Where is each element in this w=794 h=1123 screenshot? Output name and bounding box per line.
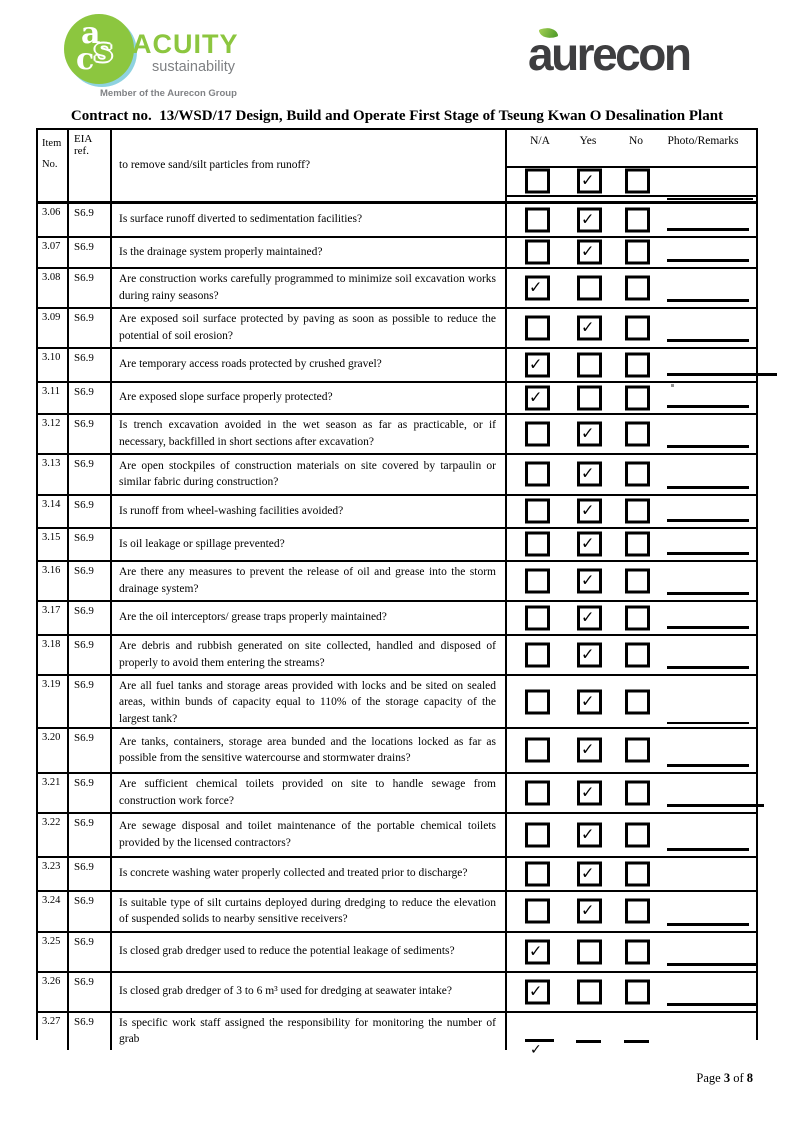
question-cell [112, 602, 507, 634]
continuation-question-text: to remove sand/silt particles from runoff? [119, 159, 311, 171]
remarks-line [667, 666, 749, 669]
check-mark: ✓ [529, 387, 543, 406]
acuity-membership-text: Member of the Aurecon Group [100, 88, 237, 99]
table-row [38, 856, 756, 890]
remarks-line [667, 1003, 757, 1006]
table-row [38, 634, 756, 674]
checkbox-yes [577, 979, 602, 1004]
checkbox-no [625, 738, 650, 763]
checkbox-na [525, 499, 550, 524]
item-no: 3.22 [38, 814, 69, 856]
answer-cell [507, 529, 756, 560]
question-text: Is runoff from wheel-washing facilities avoided? [119, 504, 344, 517]
remarks-line [667, 486, 749, 489]
checkbox-no [625, 462, 650, 487]
checkbox-na [525, 939, 550, 964]
checkbox-na [525, 979, 550, 1004]
answer-cell [507, 774, 756, 812]
checkbox-no [625, 642, 650, 667]
eia-ref: S6.9 [69, 892, 112, 931]
checkbox-na [525, 207, 550, 232]
checkbox-na [525, 315, 550, 340]
question-text: Are all fuel tanks and storage areas provided with locks and be sited on sealed areas, within bunds of capacity equal to 110% of the storage capacity of the largest tank? [119, 679, 496, 725]
checkbox-yes [577, 352, 602, 377]
question-cell [112, 814, 507, 856]
col-header-no: No [628, 135, 644, 147]
checkbox-na [525, 568, 550, 593]
eia-ref: S6.9 [69, 238, 112, 267]
eia-ref: S6.9 [69, 774, 112, 812]
check-mark: ✓ [581, 644, 595, 663]
item-no: 3.13 [38, 455, 69, 494]
checkbox-no [625, 385, 650, 410]
item-no: 3.12 [38, 415, 69, 453]
footer-of-label: of [733, 1071, 744, 1085]
question-cell [112, 204, 507, 236]
remarks-line [667, 923, 749, 926]
checkbox-no [625, 780, 650, 805]
check-mark: ✓ [529, 981, 543, 1000]
question-cell [112, 892, 507, 931]
item-no: 3.09 [38, 309, 69, 347]
checkbox-yes [577, 315, 602, 340]
checkbox-yes [577, 822, 602, 847]
answer-cell [507, 814, 756, 856]
remarks-line [667, 804, 764, 807]
checkbox-yes [577, 169, 602, 194]
remarks-line [667, 592, 749, 595]
checkbox-no [625, 899, 650, 924]
eia-ref: S6.9 [69, 349, 112, 381]
remarks-line [667, 848, 749, 851]
checkbox-yes [577, 499, 602, 524]
remarks-line [667, 299, 749, 302]
question-cell [112, 383, 507, 413]
question-text: Is specific work staff assigned the responsibility for monitoring the number of grab [119, 1016, 496, 1045]
question-cell [112, 973, 507, 1011]
question-text: Are tanks, containers, storage area bunded and the locations locked as far as possible from the sensitive watercourse and stormwater drains? [119, 735, 496, 764]
question-text: Are there any measures to prevent the release of oil and grease into the storm drainage system? [119, 566, 496, 595]
question-text: Is the drainage system properly maintained? [119, 245, 323, 258]
answer-cell [507, 1013, 756, 1050]
checkbox-yes [577, 780, 602, 805]
checkbox-na [525, 169, 550, 194]
table-row [38, 236, 756, 267]
question-cell [112, 774, 507, 812]
check-mark: ✓ [530, 1042, 542, 1058]
check-mark: ✓ [581, 900, 595, 920]
check-mark: ✓ [581, 463, 595, 483]
table-header [38, 130, 756, 204]
table-row [38, 971, 756, 1011]
check-mark: ✓ [581, 863, 595, 882]
aurecon-wordmark: aurecon [528, 28, 690, 80]
checkbox-no [625, 822, 650, 847]
item-no: 3.07 [38, 238, 69, 267]
footer-page-number: 3 [723, 1071, 731, 1085]
answer-cell [507, 204, 756, 236]
table-row [38, 812, 756, 856]
check-mark: ✓ [529, 277, 543, 296]
aurecon-logo [528, 24, 743, 82]
eia-ref: S6.9 [69, 676, 112, 730]
remarks-line [667, 626, 749, 629]
check-mark: ✓ [581, 423, 595, 442]
check-mark: ✓ [581, 782, 595, 801]
remarks-line [667, 259, 749, 262]
question-cell [112, 1013, 507, 1050]
question-cell [112, 933, 507, 971]
remarks-line [667, 405, 749, 408]
remarks-line [667, 198, 753, 201]
acuity-monogram-c: c [76, 42, 95, 77]
acuity-monogram-s: s [94, 30, 113, 69]
answer-cell [507, 636, 756, 674]
eia-ref: S6.9 [69, 529, 112, 560]
checkbox-no [625, 421, 650, 446]
table-body [38, 204, 756, 1045]
check-mark: ✓ [581, 209, 595, 228]
checkbox-yes [577, 462, 602, 487]
answer-cell [507, 973, 756, 1011]
table-row [38, 453, 756, 494]
answer-cell [507, 415, 756, 453]
footer-page-label: Page [696, 1071, 721, 1085]
table-row [38, 381, 756, 413]
checkbox-no [625, 568, 650, 593]
question-text: Are temporary access roads protected by crushed gravel? [119, 358, 382, 371]
remarks-line [667, 339, 749, 342]
check-mark: ✓ [581, 824, 595, 843]
checkbox-yes [577, 690, 602, 715]
table-row [38, 931, 756, 971]
question-cell [112, 455, 507, 494]
item-no: 3.26 [38, 973, 69, 1011]
table-row [38, 890, 756, 931]
checkbox-yes [577, 861, 602, 886]
checkbox-na [525, 240, 550, 265]
answer-cell [507, 238, 756, 267]
checkbox-yes [577, 421, 602, 446]
item-no: 3.25 [38, 933, 69, 971]
check-mark: ✓ [581, 170, 595, 190]
checkbox-no [625, 605, 650, 630]
eia-ref: S6.9 [69, 933, 112, 971]
item-no: 3.27 [38, 1013, 69, 1050]
check-mark: ✓ [529, 941, 543, 960]
answer-cell [507, 269, 756, 307]
checkbox-no [625, 352, 650, 377]
table-row [38, 772, 756, 812]
checkbox-na [525, 462, 550, 487]
question-text: Are exposed slope surface properly protected? [119, 391, 333, 404]
check-mark: ✓ [581, 691, 595, 711]
checkbox-na [525, 822, 550, 847]
question-cell [112, 269, 507, 307]
eia-ref: S6.9 [69, 309, 112, 347]
check-mark: ✓ [529, 354, 543, 373]
answer-cell [507, 383, 756, 413]
question-text: Is concrete washing water properly collected and treated prior to discharge? [119, 867, 468, 880]
question-text: Is closed grab dredger of 3 to 6 m³ used for dredging at seawater intake? [119, 985, 452, 998]
checkbox-no [625, 939, 650, 964]
checkbox-na [525, 861, 550, 886]
remarks-line [667, 228, 749, 231]
col-header-na: N/A [530, 135, 550, 147]
checkbox-no [625, 532, 650, 557]
remarks-line [667, 963, 757, 966]
check-mark: ✓ [581, 317, 595, 336]
eia-ref: S6.9 [69, 973, 112, 1011]
table-row [38, 494, 756, 527]
question-cell [112, 676, 507, 730]
answer-cell [507, 562, 756, 600]
question-cell [112, 309, 507, 347]
check-mark: ✓ [581, 570, 595, 589]
eia-ref: S6.9 [69, 1013, 112, 1050]
table-row [38, 267, 756, 307]
question-text: Are the oil interceptors/ grease traps properly maintained? [119, 611, 387, 624]
cont-answer-cell [507, 168, 756, 194]
remarks-line [667, 519, 749, 522]
checklist-table [36, 128, 758, 1045]
checkbox-yes [577, 532, 602, 557]
item-no: 3.17 [38, 602, 69, 634]
item-no: 3.08 [38, 269, 69, 307]
eia-ref: S6.9 [69, 858, 112, 890]
item-no: 3.24 [38, 892, 69, 931]
question-cell [112, 496, 507, 527]
checkbox-no [625, 275, 650, 300]
checkbox-no [625, 315, 650, 340]
check-mark: ✓ [581, 241, 595, 261]
checkbox-yes [577, 899, 602, 924]
answer-cell [507, 349, 756, 381]
eia-ref: S6.9 [69, 455, 112, 494]
check-mark: ✓ [581, 500, 595, 520]
item-no: 3.18 [38, 636, 69, 674]
answer-cell [507, 892, 756, 931]
checkbox-yes [577, 605, 602, 630]
checkbox-no [625, 861, 650, 886]
table-row [38, 307, 756, 347]
question-text: Is surface runoff diverted to sedimentation facilities? [119, 213, 363, 226]
item-no: 3.16 [38, 562, 69, 600]
col-header-yes: Yes [579, 135, 597, 147]
item-no: 3.21 [38, 774, 69, 812]
answer-cell [507, 309, 756, 347]
col-header-item: Item No. [38, 130, 69, 201]
eia-ref: S6.9 [69, 729, 112, 772]
eia-ref: S6.9 [69, 269, 112, 307]
question-text: Are debris and rubbish generated on site collected, handled and disposed of properly to avoid them entering the streams? [119, 640, 496, 669]
answer-cell [507, 602, 756, 634]
col-header-ref: EIA ref. [69, 130, 112, 201]
question-text: Are sufficient chemical toilets provided on site to handle sewage from construction work force? [119, 778, 496, 807]
eia-ref: S6.9 [69, 814, 112, 856]
remarks-line [667, 373, 777, 376]
question-cell [112, 562, 507, 600]
table-row [38, 204, 756, 236]
eia-ref: S6.9 [69, 204, 112, 236]
checkbox-yes [577, 207, 602, 232]
acuity-wordmark: ACUITY [132, 29, 239, 59]
checkbox-yes [577, 240, 602, 265]
table-row [38, 674, 756, 727]
question-text: Is suitable type of silt curtains deployed during dredging to reduce the elevation of suspended solids to nearby sensitive receivers? [119, 896, 496, 925]
question-cell [112, 636, 507, 674]
item-no: 3.23 [38, 858, 69, 890]
acuity-logo [64, 12, 324, 104]
question-text: Is oil leakage or spillage prevented? [119, 537, 285, 550]
table-row [38, 527, 756, 560]
question-text: Are exposed soil surface protected by paving as soon as possible to reduce the potential of soil erosion? [119, 313, 496, 342]
remarks-line [667, 764, 749, 767]
question-cell [112, 415, 507, 453]
contract-title: Contract no. 13/WSD/17 Design, Build and Operate First Stage of Tseung Kwan O Desalination Plant [70, 108, 724, 124]
checkbox-yes [577, 385, 602, 410]
answer-cell [507, 455, 756, 494]
checkbox-na [525, 275, 550, 300]
acuity-tagline: sustainability [152, 59, 236, 75]
table-row [38, 1011, 756, 1045]
checkbox-yes [577, 939, 602, 964]
remarks-line [667, 552, 749, 555]
checkbox-na [525, 690, 550, 715]
scan-double-line [507, 195, 756, 197]
checkbox-na [525, 421, 550, 446]
answer-cell [507, 933, 756, 971]
remarks-line [667, 445, 749, 448]
question-text: Are open stockpiles of construction materials on site covered by tarpaulin or similar fabric during construction? [119, 459, 496, 488]
item-no: 3.14 [38, 496, 69, 527]
remarks-line [667, 722, 749, 725]
check-mark: ✓ [581, 739, 595, 759]
question-text: Are construction works carefully programmed to minimize soil excavation works during rainy seasons? [119, 273, 496, 302]
item-no: 3.10 [38, 349, 69, 381]
table-row [38, 413, 756, 453]
item-no: 3.15 [38, 529, 69, 560]
answer-cell [507, 496, 756, 527]
checkbox-na [525, 385, 550, 410]
checkbox-na [525, 899, 550, 924]
checkbox-no [625, 169, 650, 194]
footer-total-pages: 8 [746, 1071, 753, 1085]
eia-ref: S6.9 [69, 496, 112, 527]
checkbox-no [625, 979, 650, 1004]
eia-ref: S6.9 [69, 636, 112, 674]
col-header-remarks: Photo/Remarks [667, 135, 739, 147]
checkbox-yes [577, 568, 602, 593]
checkbox-na [525, 532, 550, 557]
checkbox-no [625, 690, 650, 715]
checkbox-no [625, 499, 650, 524]
item-no: 3.06 [38, 204, 69, 236]
answer-cell [507, 676, 756, 730]
eia-ref: S6.9 [69, 415, 112, 453]
answer-cell [507, 729, 756, 772]
eia-ref: S6.9 [69, 562, 112, 600]
checkbox-na [525, 352, 550, 377]
check-mark: ✓ [581, 533, 595, 553]
question-text: Is closed grab dredger used to reduce the potential leakage of sediments? [119, 945, 455, 958]
continuation-question-cell [112, 130, 507, 201]
answer-header-cell [507, 130, 756, 201]
table-row [38, 727, 756, 772]
question-cell [112, 858, 507, 890]
table-row [38, 347, 756, 381]
question-cell [112, 529, 507, 560]
checkbox-yes [577, 738, 602, 763]
eia-ref: S6.9 [69, 602, 112, 634]
checkbox-no [625, 207, 650, 232]
question-text: Is trench excavation avoided in the wet season as far as practicable, or if necessary, backfilled in short sections after excavation? [119, 419, 496, 448]
checkbox-no [625, 240, 650, 265]
acuity-monogram-a: a [81, 16, 101, 51]
table-row [38, 600, 756, 634]
item-no: 3.11 [38, 383, 69, 413]
question-text: Are sewage disposal and toilet maintenance of the portable chemical toilets provided by the licensed contractors? [119, 820, 496, 849]
checkbox-na [525, 738, 550, 763]
item-no: 3.19 [38, 676, 69, 730]
check-mark: ✓ [581, 607, 595, 626]
checkbox-na [525, 642, 550, 667]
page-footer [696, 1071, 753, 1086]
checkbox-yes [577, 642, 602, 667]
checkbox-na [525, 605, 550, 630]
eia-ref: S6.9 [69, 383, 112, 413]
question-cell [112, 238, 507, 267]
checkbox-yes [577, 275, 602, 300]
question-cell [112, 729, 507, 772]
table-row [38, 560, 756, 600]
item-no: 3.20 [38, 729, 69, 772]
answer-cell [507, 858, 756, 890]
checkbox-na [525, 780, 550, 805]
question-cell [112, 349, 507, 381]
